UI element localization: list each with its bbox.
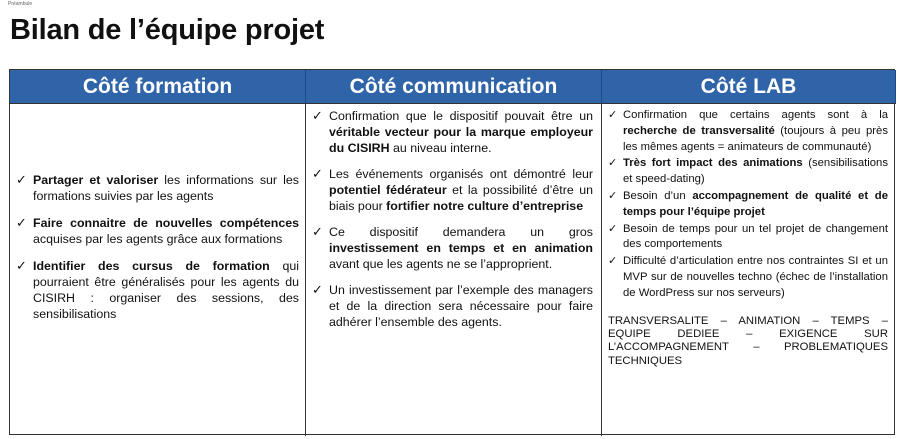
list-item-text bbox=[623, 189, 888, 221]
check-icon: ✓ bbox=[16, 172, 27, 187]
lab-summary: TRANSVERSALITE – ANIMATION – TEMPS – EQUIPE DEDIEE – EXIGENCE SUR L’ACCOMPAGNEMENT – PROBLEMATIQUES TECHNIQUES bbox=[608, 314, 888, 367]
list-item-text bbox=[623, 108, 888, 155]
text-segment: avant que les agents ne se l’approprient. bbox=[329, 257, 553, 271]
check-icon: ✓ bbox=[608, 109, 618, 121]
column-formation bbox=[10, 104, 306, 436]
bold-text: Partager et valoriser bbox=[33, 173, 159, 187]
list-item bbox=[312, 108, 593, 156]
check-icon: ✓ bbox=[16, 258, 27, 273]
list-item bbox=[16, 172, 299, 204]
column-lab bbox=[602, 104, 896, 436]
list-item bbox=[312, 166, 593, 214]
column-header-communication: Côté communication bbox=[306, 70, 602, 104]
list-item bbox=[16, 215, 299, 247]
list-item bbox=[608, 156, 888, 188]
check-icon: ✓ bbox=[312, 224, 323, 239]
list-item-text bbox=[329, 224, 593, 272]
text-segment: (sensibilisations et speed-dating) bbox=[623, 157, 888, 186]
text-segment: les informations sur les formations suivies par les agents bbox=[33, 173, 300, 203]
text-segment: Confirmation que le dispositif pouvait être un bbox=[329, 109, 593, 123]
list-item bbox=[16, 258, 299, 322]
list-item-text bbox=[329, 108, 593, 156]
check-icon: ✓ bbox=[608, 222, 618, 235]
bold-text: potentiel fédérateur bbox=[329, 183, 447, 197]
list-item bbox=[608, 189, 888, 221]
text-segment: Les événements organisés ont démontré leur bbox=[329, 167, 593, 181]
column-communication bbox=[306, 104, 602, 436]
check-icon: ✓ bbox=[312, 108, 323, 123]
check-icon: ✓ bbox=[312, 166, 323, 181]
text-segment: qui pourraient être généralisés pour les agents du CISIRH : organiser des sessions, des sensibilisations bbox=[33, 259, 299, 321]
bold-text: Faire connaitre de nouvelles compétences bbox=[33, 216, 299, 230]
text-segment: Besoin d’un bbox=[623, 189, 693, 202]
list-item bbox=[312, 224, 593, 272]
text-segment: Difficulté d’articulation entre nos contraintes SI et un MVP sur de nouvelles techno (échec de l’installation de WordPress sur nos serveurs) bbox=[623, 255, 888, 299]
text-segment: au niveau interne. bbox=[389, 141, 492, 155]
column-header-lab: Côté LAB bbox=[602, 70, 896, 104]
bold-text: Très fort impact des animations bbox=[623, 157, 803, 170]
bold-text: fortifier notre culture d’entreprise bbox=[386, 199, 584, 213]
lab-list bbox=[608, 108, 888, 302]
list-item bbox=[312, 282, 593, 330]
check-icon: ✓ bbox=[608, 189, 618, 202]
list-item-text bbox=[623, 222, 888, 254]
text-segment: Confirmation que certains agents sont à la bbox=[623, 109, 888, 121]
check-icon: ✓ bbox=[608, 255, 618, 268]
list-item-text bbox=[329, 166, 593, 214]
communication-list bbox=[312, 108, 593, 330]
list-item-text bbox=[33, 258, 299, 322]
formation-list bbox=[16, 172, 299, 322]
list-item-text bbox=[33, 172, 299, 204]
section-tag: Préambule bbox=[8, 1, 33, 7]
check-icon: ✓ bbox=[312, 282, 323, 297]
text-segment: Un investissement par l’exemple des managers et de la direction sera nécessaire pour faire adhérer l’ensemble des agents. bbox=[329, 283, 593, 329]
check-icon: ✓ bbox=[16, 215, 27, 230]
bold-text: investissement en temps et en animation bbox=[329, 241, 593, 255]
bold-text: recherche de transversalité bbox=[623, 124, 775, 137]
text-segment: Besoin de temps pour un tel projet de changement des comportements bbox=[623, 222, 888, 251]
list-item-text bbox=[623, 156, 888, 188]
bold-text: véritable vecteur pour la marque employeur du CISIRH bbox=[329, 125, 593, 155]
text-segment: (toujours à peu près les mêmes agents = animateurs de communauté) bbox=[623, 124, 888, 153]
bold-text: accompagnement de qualité et de temps pour l’équipe projet bbox=[623, 189, 888, 218]
list-item-text bbox=[329, 282, 593, 330]
list-item bbox=[608, 222, 888, 254]
text-segment: et la possibilité d’être un biais pour bbox=[329, 183, 593, 213]
list-item bbox=[608, 254, 888, 301]
check-icon: ✓ bbox=[608, 157, 618, 170]
text-segment: acquises par les agents grâce aux formations bbox=[33, 232, 283, 246]
text-segment: Ce dispositif demandera un gros bbox=[329, 225, 593, 239]
column-header-formation: Côté formation bbox=[10, 70, 306, 104]
bold-text: Identifier des cursus de formation bbox=[33, 259, 270, 273]
list-item-text bbox=[33, 215, 299, 247]
list-item-text bbox=[623, 254, 888, 301]
page-title: Bilan de l’équipe projet bbox=[10, 14, 325, 46]
summary-table bbox=[9, 69, 895, 435]
list-item bbox=[608, 108, 888, 155]
